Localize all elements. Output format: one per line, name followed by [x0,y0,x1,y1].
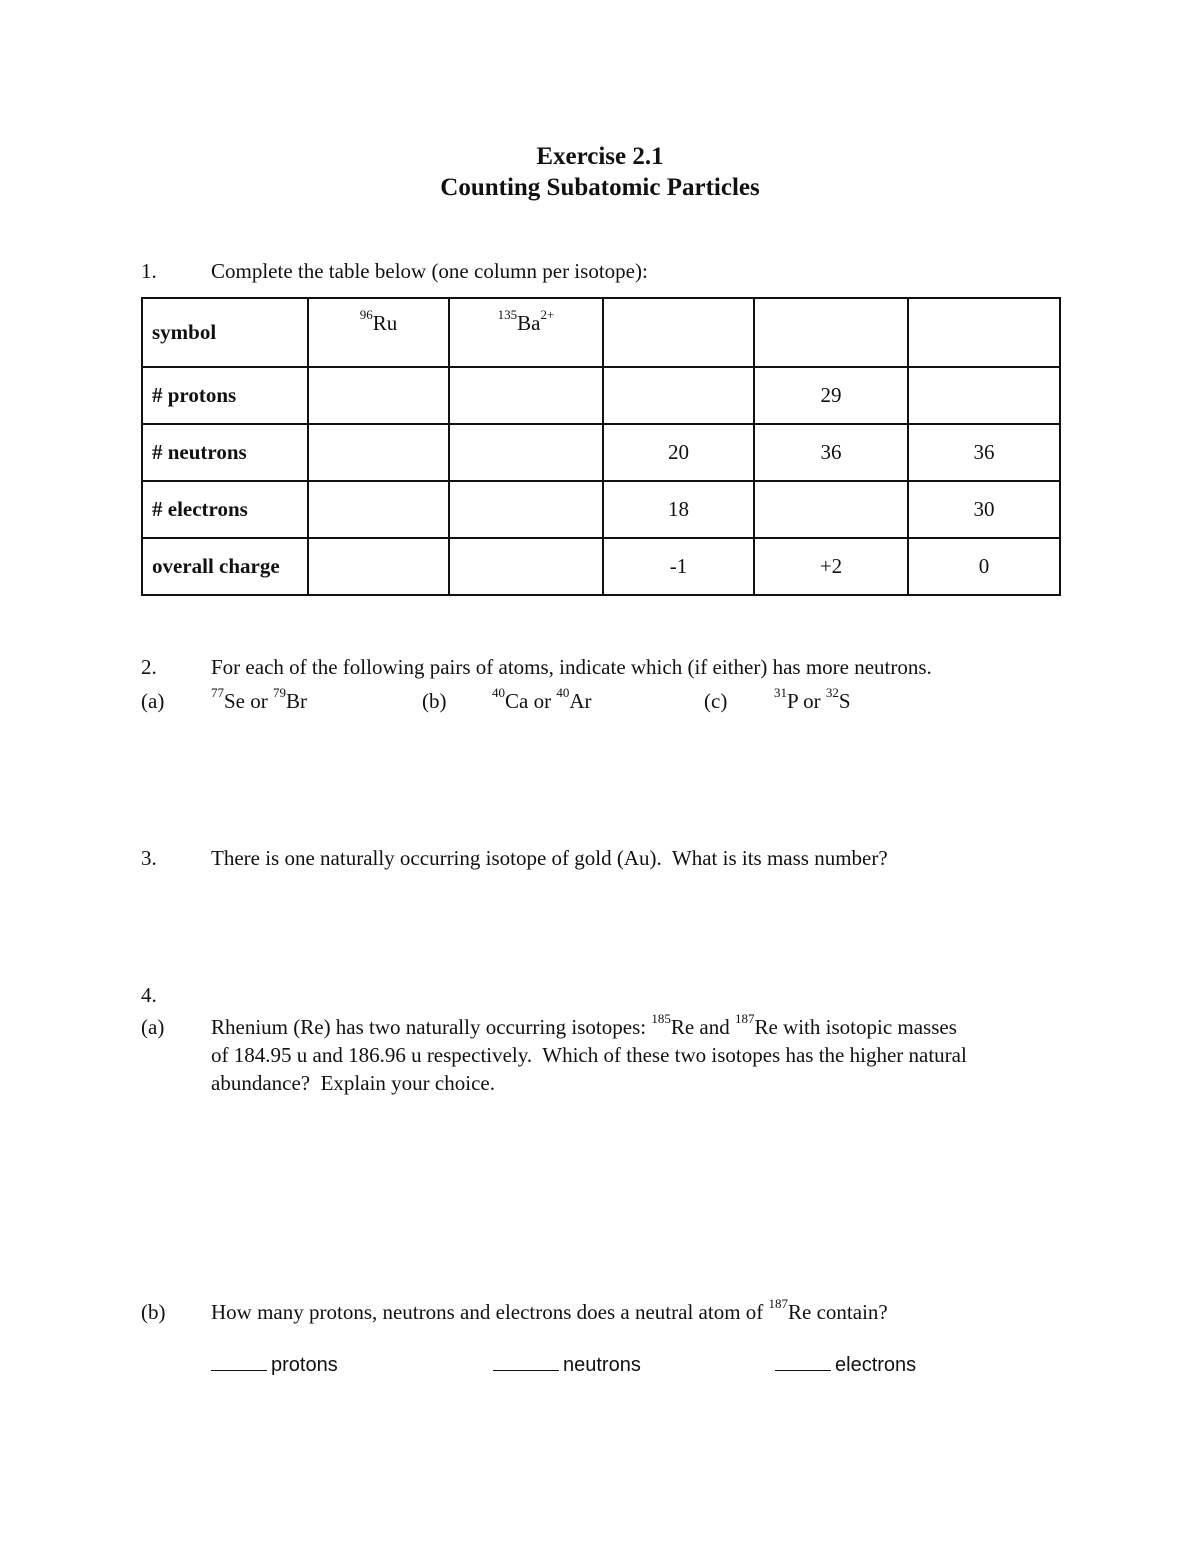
table-row-neutrons [142,424,1060,481]
q2-number: 2. [141,655,157,679]
table-cell[interactable]: 36 [754,424,908,481]
q2-part-c-label: (c) [704,689,728,713]
row-label: symbol [142,298,308,367]
q4-part-a-line2: of 184.95 u and 186.96 u respectively. Which of these two isotopes has the higher natural [211,1043,967,1067]
q1-prompt: Complete the table below (one column per isotope): [211,259,648,283]
page-subtitle: Counting Subatomic Particles [440,174,760,201]
table-cell[interactable] [308,481,449,538]
symbol-cell[interactable] [603,298,754,367]
q4-part-a-line3: abundance? Explain your choice. [211,1071,495,1095]
page-title: Exercise 2.1 [536,143,664,170]
table-cell[interactable] [603,367,754,424]
q4-number: 4. [141,983,157,1007]
table-row-symbol [142,298,1060,367]
table-cell[interactable] [449,538,603,595]
q2-part-c-pair: $^{31}$P or $^{32}$S [774,685,851,713]
q4-part-a-label: (a) [141,1015,165,1039]
answer-neutrons[interactable]: neutrons [493,1352,641,1377]
q2-part-a-pair: $^{77}$Se or $^{79}$Br [211,685,307,713]
q4-part-b-prompt: How many protons, neutrons and electrons does a neutral atom of $^{187}$Re contain? [211,1296,888,1324]
q4-part-b-label: (b) [141,1300,166,1324]
answer-protons[interactable]: protons [211,1352,338,1377]
table-row-electrons [142,481,1060,538]
table-cell[interactable]: 0 [908,538,1060,595]
symbol-cell[interactable]: $^{96}$Ru [308,298,449,367]
table-cell[interactable]: 29 [754,367,908,424]
q4-part-a-line1: Rhenium (Re) has two naturally occurring isotopes: $^{185}$Re and $^{187}$Re with isotopic masses [211,1011,957,1039]
q2-prompt: For each of the following pairs of atoms, indicate which (if either) has more neutrons. [211,655,932,679]
q2-part-b-pair: $^{40}$Ca or $^{40}$Ar [492,685,592,713]
table-cell[interactable] [449,481,603,538]
row-label: # electrons [142,481,308,538]
table-cell[interactable]: 20 [603,424,754,481]
table-cell[interactable] [908,367,1060,424]
answer-blank[interactable] [211,1352,267,1371]
table-cell[interactable]: 30 [908,481,1060,538]
q1-number: 1. [141,259,157,283]
q3-number: 3. [141,846,157,870]
table-row-protons [142,367,1060,424]
table-cell[interactable] [449,367,603,424]
row-label: # neutrons [142,424,308,481]
table-cell[interactable]: 18 [603,481,754,538]
answer-blank[interactable] [775,1352,831,1371]
table-cell[interactable]: -1 [603,538,754,595]
table-cell[interactable] [308,367,449,424]
row-label: overall charge [142,538,308,595]
isotope-table [141,297,1061,596]
q2-part-b-label: (b) [422,689,447,713]
row-label: # protons [142,367,308,424]
table-cell[interactable]: 36 [908,424,1060,481]
q2-part-a-label: (a) [141,689,165,713]
table-row-charge [142,538,1060,595]
answer-electrons[interactable]: electrons [775,1352,916,1377]
table-cell[interactable] [754,481,908,538]
table-cell[interactable] [308,424,449,481]
symbol-cell[interactable] [908,298,1060,367]
table-cell[interactable] [449,424,603,481]
table-cell[interactable] [308,538,449,595]
table-cell[interactable]: +2 [754,538,908,595]
q3-prompt: There is one naturally occurring isotope of gold (Au). What is its mass number? [211,846,888,870]
answer-blank[interactable] [493,1352,559,1371]
symbol-cell[interactable] [754,298,908,367]
symbol-cell[interactable]: $^{135}Ba^{2+}$ [449,298,603,367]
